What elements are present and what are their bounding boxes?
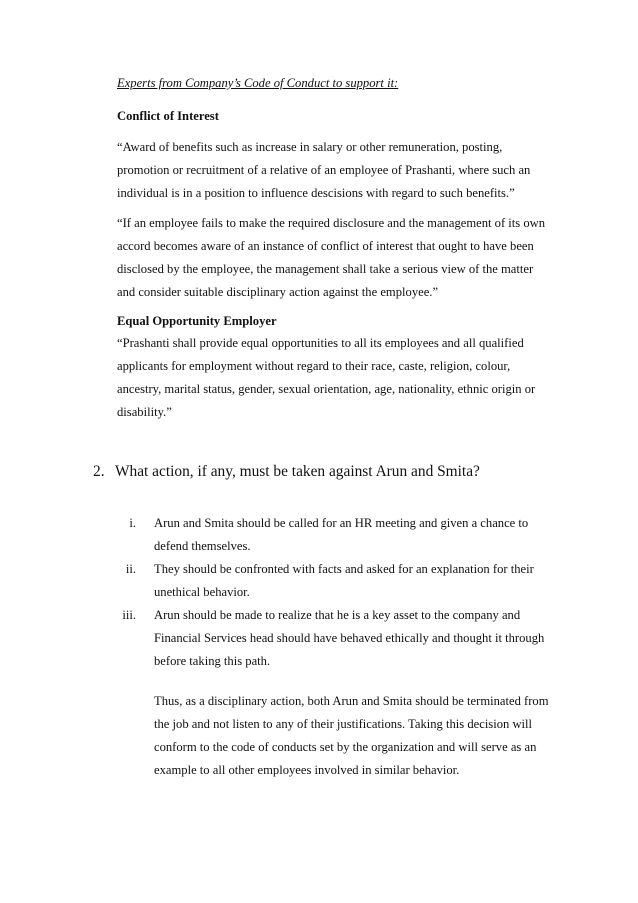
intro-heading: Experts from Company’s Code of Conduct to support it: [117, 76, 399, 90]
conflict-quote1-line: “Award of benefits such as increase in salary or other remuneration, posting, [117, 140, 503, 154]
list-item-line: Arun should be made to realize that he is a key asset to the company and [154, 608, 521, 622]
list-item-line: They should be confronted with facts and asked for an explanation for their [154, 562, 534, 576]
conclusion-line: example to all other employees involved in similar behavior. [154, 763, 460, 777]
list-marker: i. [129, 516, 136, 530]
conclusion-line: the job and not listen to any of their justifications. Taking this decision will [154, 717, 533, 731]
conflict-quote1-line: individual is in a position to influence descisions with regard to such benefits.” [117, 186, 515, 200]
equal-quote-line: applicants for employment without regard to their race, caste, religion, colour, [117, 359, 511, 373]
conflict-quote2-line: “If an employee fails to make the required disclosure and the management of its own [117, 216, 546, 230]
conflict-quote1-line: promotion or recruitment of a relative of an employee of Prashanti, where such an [117, 163, 531, 177]
conclusion-line: conform to the code of conducts set by the organization and will serve as an [154, 740, 537, 754]
equal-quote-line: “Prashanti shall provide equal opportunities to all its employees and all qualified [117, 336, 524, 350]
list-item-line: before taking this path. [154, 654, 271, 668]
equal-quote-line: ancestry, marital status, gender, sexual orientation, age, nationality, ethnic origin or [117, 382, 536, 396]
list-item-line: Financial Services head should have behaved ethically and thought it through [154, 631, 545, 645]
conflict-quote2-line: and consider suitable disciplinary action against the employee.” [117, 285, 439, 299]
question-text: What action, if any, must be taken against Arun and Smita? [115, 463, 480, 480]
conflict-heading: Conflict of Interest [117, 109, 219, 123]
conflict-quote2-line: disclosed by the employee, the management shall take a serious view of the matter [117, 262, 534, 276]
list-item-line: defend themselves. [154, 539, 251, 553]
equal-opportunity-heading: Equal Opportunity Employer [117, 314, 277, 328]
question-heading [93, 463, 480, 481]
list-marker: iii. [122, 608, 136, 622]
conflict-quote2-line: accord becomes aware of an instance of conflict of interest that ought to have been [117, 239, 534, 253]
question-number: 2. [93, 463, 105, 480]
list-item-line: Arun and Smita should be called for an HR meeting and given a chance to [154, 516, 529, 530]
conclusion-line: Thus, as a disciplinary action, both Arun and Smita should be terminated from [154, 694, 549, 708]
list-marker: ii. [125, 562, 136, 576]
list-item-line: unethical behavior. [154, 585, 250, 599]
equal-quote-line: disability.” [117, 405, 172, 419]
